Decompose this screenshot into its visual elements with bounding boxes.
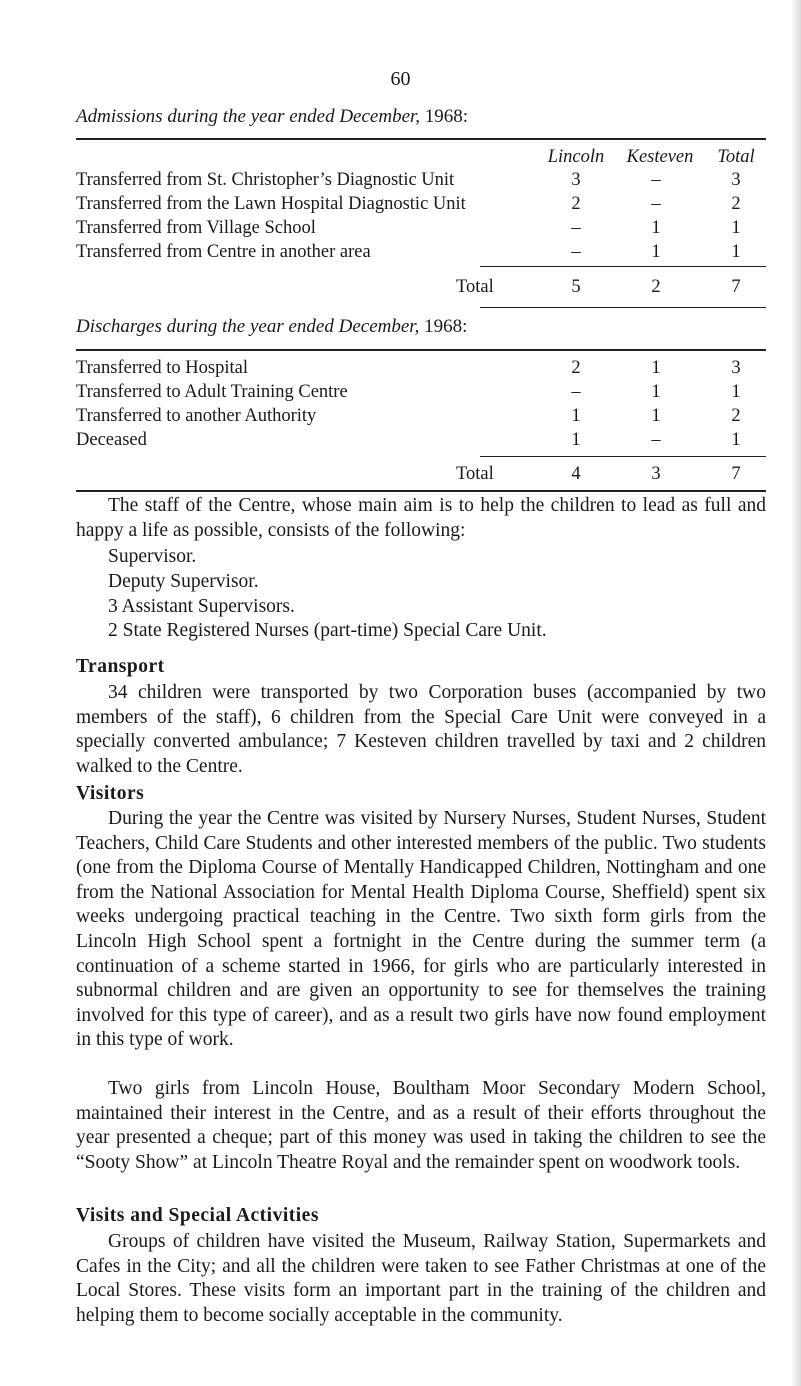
cell-lincoln: – xyxy=(571,218,581,238)
cell-kesteven: – xyxy=(651,194,661,214)
cell-lincoln: 2 xyxy=(571,194,581,214)
cell-lincoln: – xyxy=(571,382,581,402)
admissions-header-row xyxy=(76,145,766,169)
cell-kesteven: 1 xyxy=(651,358,661,378)
cell-total: 7 xyxy=(731,464,741,484)
row-label: Transferred from Centre in another area xyxy=(76,242,371,262)
row-label: Transferred from the Lawn Hospital Diagnostic Unit xyxy=(76,194,466,214)
cell-total: 1 xyxy=(731,430,741,450)
visits-paragraph: Groups of children have visited the Museum, Railway Station, Supermarkets and Cafes in the City; and all the children were taken to see Father Christmas at one of the Local Stores. These visits form an important part in the training of the children and helping them to become socially acceptable in the community. xyxy=(76,1231,766,1326)
cell-lincoln: 4 xyxy=(571,464,581,484)
discharges-total-top-rule xyxy=(480,456,766,457)
visitors-paragraph-2: Two girls from Lincoln House, Boultham Moor Secondary Modern School, maintained their interest in the Centre, and as a result of their efforts throughout the year presented a cheque; part of this money was used in taking the children to see the “Sooty Show” at Lincoln Theatre Royal and the remainder spent on woodwork tools. xyxy=(76,1078,766,1173)
table-row xyxy=(76,168,766,192)
discharges-top-rule xyxy=(76,349,766,351)
column-header-lincoln: Lincoln xyxy=(547,147,605,167)
admissions-total-top-rule xyxy=(480,266,766,267)
cell-kesteven: 1 xyxy=(651,218,661,238)
staff-list-item: 3 Assistant Supervisors. xyxy=(108,596,295,617)
cell-lincoln: 1 xyxy=(571,430,581,450)
table-row xyxy=(76,192,766,216)
row-label: Transferred from Village School xyxy=(76,218,316,238)
row-label: Deceased xyxy=(76,430,147,450)
discharges-caption xyxy=(76,316,467,338)
cell-total: 2 xyxy=(731,194,741,214)
staff-list-item: Deputy Supervisor. xyxy=(108,571,259,592)
visitors-heading: Visitors xyxy=(76,783,145,804)
cell-total: 3 xyxy=(731,358,741,378)
transport-paragraph: 34 children were transported by two Corporation buses (accompanied by two members of the staff), 6 children from the Special Care Unit were conveyed in a specially converted ambulance; 7 Kesteven children travelled by taxi and 2 children walked to the Centre. xyxy=(76,682,766,777)
table-row xyxy=(76,356,766,380)
visits-heading: Visits and Special Activities xyxy=(76,1205,319,1226)
total-label: Total xyxy=(456,277,494,297)
row-label: Transferred to Hospital xyxy=(76,358,248,378)
row-label: Transferred to Adult Training Centre xyxy=(76,382,348,402)
page-number: 60 xyxy=(390,68,411,90)
cell-total: 1 xyxy=(731,382,741,402)
row-label: Transferred from St. Christopher’s Diagnostic Unit xyxy=(76,170,455,190)
table-row xyxy=(76,216,766,240)
cell-kesteven: 1 xyxy=(651,242,661,262)
discharges-caption-text: Discharges during the year ended December, xyxy=(76,316,420,337)
cell-total: 1 xyxy=(731,242,741,262)
cell-kesteven: 2 xyxy=(651,277,661,297)
column-header-kesteven: Kesteven xyxy=(626,147,694,167)
cell-kesteven: 1 xyxy=(651,382,661,402)
table-row xyxy=(76,380,766,404)
admissions-caption-year: 1968: xyxy=(420,106,469,127)
staff-list-item: 2 State Registered Nurses (part-time) Special Care Unit. xyxy=(108,620,547,641)
cell-lincoln: – xyxy=(571,242,581,262)
transport-heading: Transport xyxy=(76,656,165,677)
column-header-total: Total xyxy=(717,147,755,167)
cell-kesteven: – xyxy=(651,430,661,450)
cell-lincoln: 5 xyxy=(571,277,581,297)
cell-total: 1 xyxy=(731,218,741,238)
admissions-total-bottom-rule xyxy=(480,307,766,308)
cell-kesteven: 1 xyxy=(651,406,661,426)
cell-total: 2 xyxy=(731,406,741,426)
discharges-caption-year: 1968: xyxy=(419,316,468,337)
cell-lincoln: 3 xyxy=(571,170,581,190)
cell-kesteven: – xyxy=(651,170,661,190)
cell-lincoln: 1 xyxy=(571,406,581,426)
admissions-caption-text: Admissions during the year ended December, xyxy=(76,106,421,127)
visitors-paragraph-1: During the year the Centre was visited by Nursery Nurses, Student Nurses, Student Teachers, Child Care Students and other interested members of the public. Two students (one from the Diploma Course of Mentally Handicapped Children, Nottingham and one from the National Association for Mental Health Diploma Course, Sheffield) spent six weeks undergoing practical teaching in the Centre. Two sixth form girls from the Lincoln High School spent a fortnight in the Centre during the summer term (a continuation of a scheme started in 1966, for girls who are particularly interested in subnormal children and are given an opportunity to see for themselves the training involved for this type of career), and as a result two girls have now found employment in this type of work. xyxy=(76,808,766,1051)
row-label: Transferred to another Authority xyxy=(76,406,317,426)
admissions-total-row xyxy=(76,275,766,299)
admissions-caption xyxy=(76,106,468,128)
total-label: Total xyxy=(456,464,494,484)
cell-total: 7 xyxy=(731,277,741,297)
staff-list-item: Supervisor. xyxy=(108,546,197,567)
discharges-total-row xyxy=(76,462,766,486)
table-row xyxy=(76,404,766,428)
discharges-bottom-rule xyxy=(76,490,766,492)
cell-kesteven: 3 xyxy=(651,464,661,484)
table-row xyxy=(76,428,766,452)
table-row xyxy=(76,240,766,264)
page-edge-shadow xyxy=(791,0,801,1386)
staff-intro-paragraph: The staff of the Centre, whose main aim is to help the children to lead as full and happy a life as possible, consists of the following: xyxy=(76,495,766,541)
admissions-top-rule xyxy=(76,138,766,140)
cell-total: 3 xyxy=(731,170,741,190)
cell-lincoln: 2 xyxy=(571,358,581,378)
